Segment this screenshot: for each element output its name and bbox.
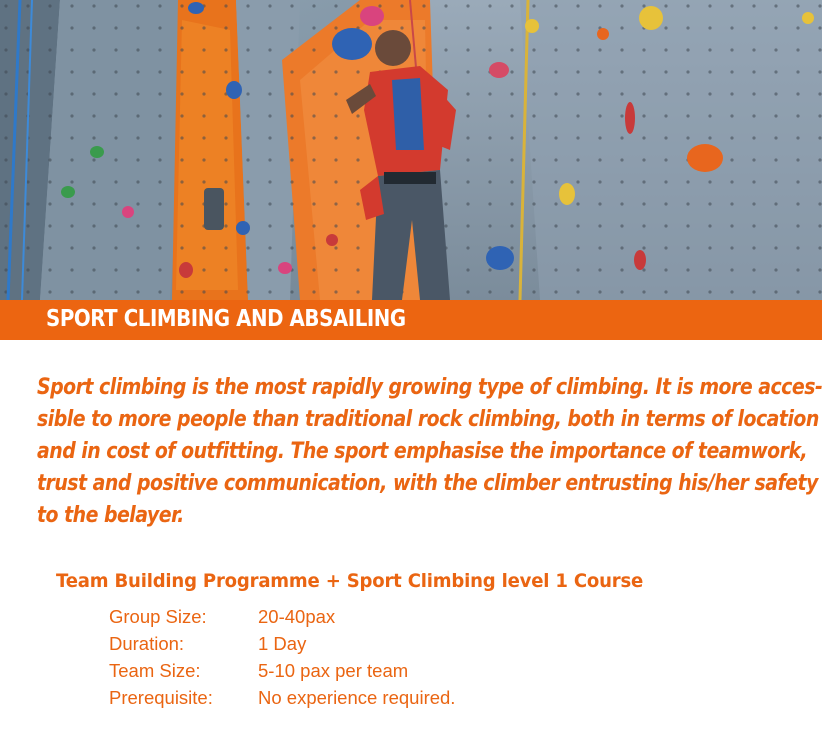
- detail-label: Prerequisite:: [109, 687, 213, 708]
- detail-value: 20-40pax: [258, 606, 336, 627]
- intro-line: and in cost of outfitting. The sport emphasise the importance of teamwork,: [37, 439, 808, 464]
- intro-line: to the belayer.: [37, 503, 184, 528]
- climbing-wall-photo: [0, 0, 822, 300]
- detail-value: 5-10 pax per team: [258, 660, 409, 681]
- section-title: SPORT CLIMBING AND ABSAILING: [46, 306, 406, 332]
- intro-paragraph: [37, 372, 822, 532]
- intro-line: sible to more people than traditional rock climbing, both in terms of location: [37, 407, 819, 432]
- detail-label: Group Size:: [109, 606, 207, 627]
- intro-line: Sport climbing is the most rapidly growing type of climbing. It is more acces-: [37, 375, 822, 400]
- detail-row-team-size: [109, 660, 455, 687]
- detail-row-prerequisite: [109, 687, 455, 714]
- detail-label: Team Size:: [109, 660, 201, 681]
- detail-row-group-size: [109, 606, 455, 633]
- detail-value: No experience required.: [258, 687, 456, 708]
- programme-heading: Team Building Programme + Sport Climbing level 1 Course: [56, 570, 644, 592]
- detail-value: 1 Day: [258, 633, 307, 654]
- programme-details: [109, 606, 455, 714]
- intro-line: trust and positive communication, with the climber entrusting his/her safety: [37, 471, 818, 496]
- section-title-bar: [0, 300, 822, 340]
- detail-label: Duration:: [109, 633, 185, 654]
- detail-row-duration: [109, 633, 455, 660]
